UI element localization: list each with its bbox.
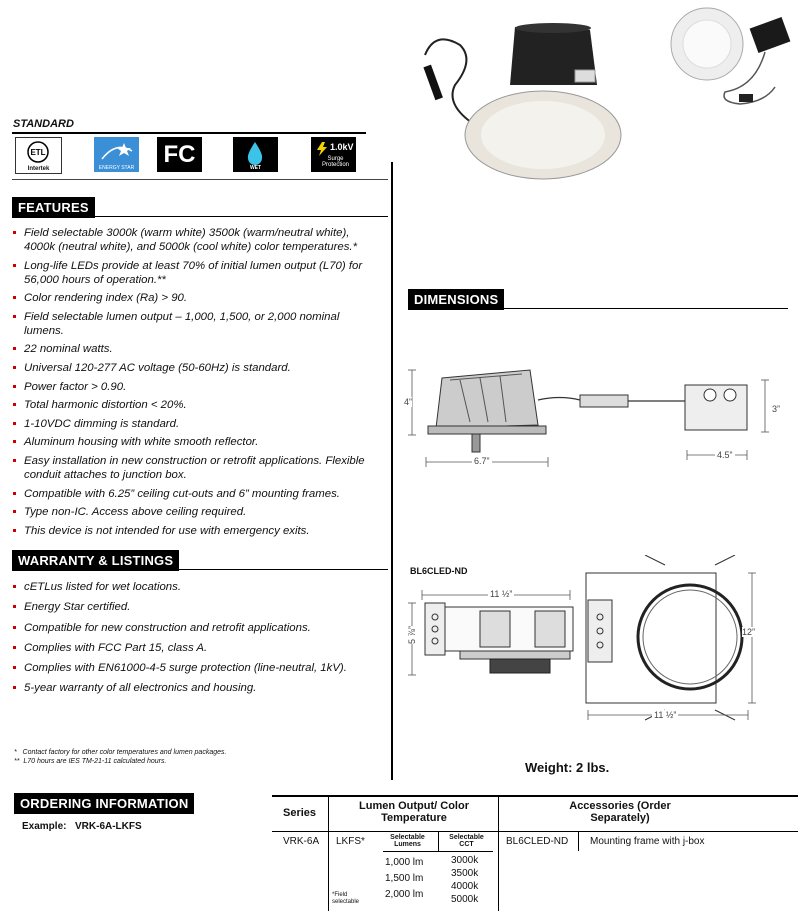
cct-3500: 3500k <box>451 868 479 879</box>
field-note: *Field selectable <box>332 892 360 905</box>
feature-item: Easy installation in new construction or retrofit applications. Flexible conduit attaches to junction box. <box>12 454 382 482</box>
feature-item: Field selectable lumen output – 1,000, 1,500, or 2,000 nominal lumens. <box>12 310 382 338</box>
wet-location-icon <box>233 137 278 172</box>
warranty-rule <box>12 569 388 570</box>
warranty-item: Complies with FCC Part 15, class A. <box>12 641 382 655</box>
sub-lumens: Selectable Lumens <box>390 834 425 848</box>
standard-label: STANDARD <box>13 118 74 130</box>
lumen-2000: 2,000 lm <box>385 889 424 900</box>
feature-item: Long-life LEDs provide at least 70% of initial lumen output (L70) for 56,000 hours of operation.** <box>12 259 382 287</box>
column-divider <box>391 162 393 780</box>
fixture-side-drawing <box>400 360 795 475</box>
warranty-item: Compatible for new construction and retrofit applications. <box>12 621 382 635</box>
frame-drawing <box>400 555 795 725</box>
col-series: Series <box>283 807 317 819</box>
dim-width: 6.7” <box>474 456 490 466</box>
surge-protection-icon <box>311 137 356 172</box>
lumen-1000: 1,000 lm <box>385 857 424 868</box>
ordering-col-divider-1 <box>328 795 329 911</box>
product-photo-secondary <box>665 2 795 110</box>
feature-item: Type non-IC. Access above ceiling required. <box>12 505 382 519</box>
energy-star-icon <box>94 137 139 172</box>
surge-rating: 1.0kV <box>330 142 354 152</box>
accessory-desc: Mounting frame with j-box <box>590 836 705 847</box>
wet-label: WET <box>249 165 262 171</box>
weight: Weight: 2 lbs. <box>525 760 610 775</box>
sub-divider <box>438 832 439 852</box>
feature-item: Color rendering index (Ra) > 90. <box>12 291 382 305</box>
standard-rule <box>12 132 366 134</box>
frame-dim-bottom: 11 ½” <box>654 710 677 720</box>
feature-item: Field selectable 3000k (warm white) 3500k (warm/neutral white), 4000k (neutral white), and 5000k (cool white) color temperatures.* <box>12 226 382 254</box>
ordering-rule <box>14 812 194 813</box>
feature-item: This device is not intended for use with emergency exits. <box>12 524 382 538</box>
sub-cct: Selectable CCT <box>449 834 484 848</box>
warranty-heading: WARRANTY & LISTINGS <box>12 550 179 571</box>
warranty-list <box>12 580 382 702</box>
dim-box-height: 3” <box>772 404 781 414</box>
frame-dim-height: 12” <box>742 627 756 637</box>
feature-item: Power factor > 0.90. <box>12 380 382 394</box>
example-label: Example: <box>22 821 67 832</box>
svg-text:ETL: ETL <box>30 148 46 157</box>
warranty-item: cETLus listed for wet locations. <box>12 580 382 594</box>
ordering-heading: ORDERING INFORMATION <box>14 793 194 814</box>
frame-label: BL6CLED-ND <box>410 566 468 576</box>
cct-3000: 3000k <box>451 855 479 866</box>
etl-listed-icon <box>15 137 62 174</box>
fcc-icon <box>157 137 202 172</box>
dimensions-rule <box>408 308 788 309</box>
example-value: VRK-6A-LKFS <box>75 821 142 832</box>
intertek-label: Intertek <box>27 166 50 172</box>
features-list <box>12 226 382 542</box>
icons-rule <box>12 179 388 180</box>
col-lumen: Lumen Output/ Color Temperature <box>359 800 469 824</box>
ordering-mid-rule <box>272 831 798 832</box>
surge-label: Surge Protection <box>321 156 349 168</box>
cct-5000: 5000k <box>451 894 479 905</box>
feature-item: Total harmonic distortion < 20%. <box>12 398 382 412</box>
series-value: VRK-6A <box>283 836 320 847</box>
feature-item: Aluminum housing with white smooth reflector. <box>12 435 382 449</box>
cct-4000: 4000k <box>451 881 479 892</box>
feature-item: Universal 120-277 AC voltage (50-60Hz) is standard. <box>12 361 382 375</box>
frame-dim-side: 5 ⅞” <box>407 625 418 645</box>
footnote-2: ** L70 hours are IES TM-21-11 calculated hours. <box>14 758 167 765</box>
features-heading: FEATURES <box>12 197 95 218</box>
ordering-col-divider-2 <box>498 795 499 911</box>
dim-height: 4” <box>404 397 413 407</box>
energy-star-label: ENERGY STAR <box>98 165 135 171</box>
dimensions-heading: DIMENSIONS <box>408 289 504 310</box>
ordering-col-divider-3 <box>578 831 579 851</box>
lumen-1500: 1,500 lm <box>385 873 424 884</box>
ordering-top-rule <box>272 795 798 797</box>
feature-item: 22 nominal watts. <box>12 342 382 356</box>
footnote-1: * Contact factory for other color temperatures and lumen packages. <box>14 749 227 756</box>
frame-dim-top: 11 ½” <box>490 589 513 599</box>
feature-item: Compatible with 6.25” ceiling cut-outs and 6” mounting frames. <box>12 487 382 501</box>
feature-item: 1-10VDC dimming is standard. <box>12 417 382 431</box>
warranty-item: Energy Star certified. <box>12 600 382 614</box>
col-accessories: Accessories (Order Separately) <box>569 800 671 824</box>
dim-box-width: 4.5” <box>717 450 733 460</box>
accessory-code: BL6CLED-ND <box>506 836 569 847</box>
warranty-item: 5-year warranty of all electronics and housing. <box>12 681 382 695</box>
features-rule <box>12 216 388 217</box>
warranty-item: Complies with EN61000-4-5 surge protection (line-neutral, 1kV). <box>12 661 382 675</box>
lkfs-code: LKFS* <box>336 836 365 847</box>
product-photo-main <box>415 15 625 187</box>
fcc-mark: FC <box>163 141 196 168</box>
